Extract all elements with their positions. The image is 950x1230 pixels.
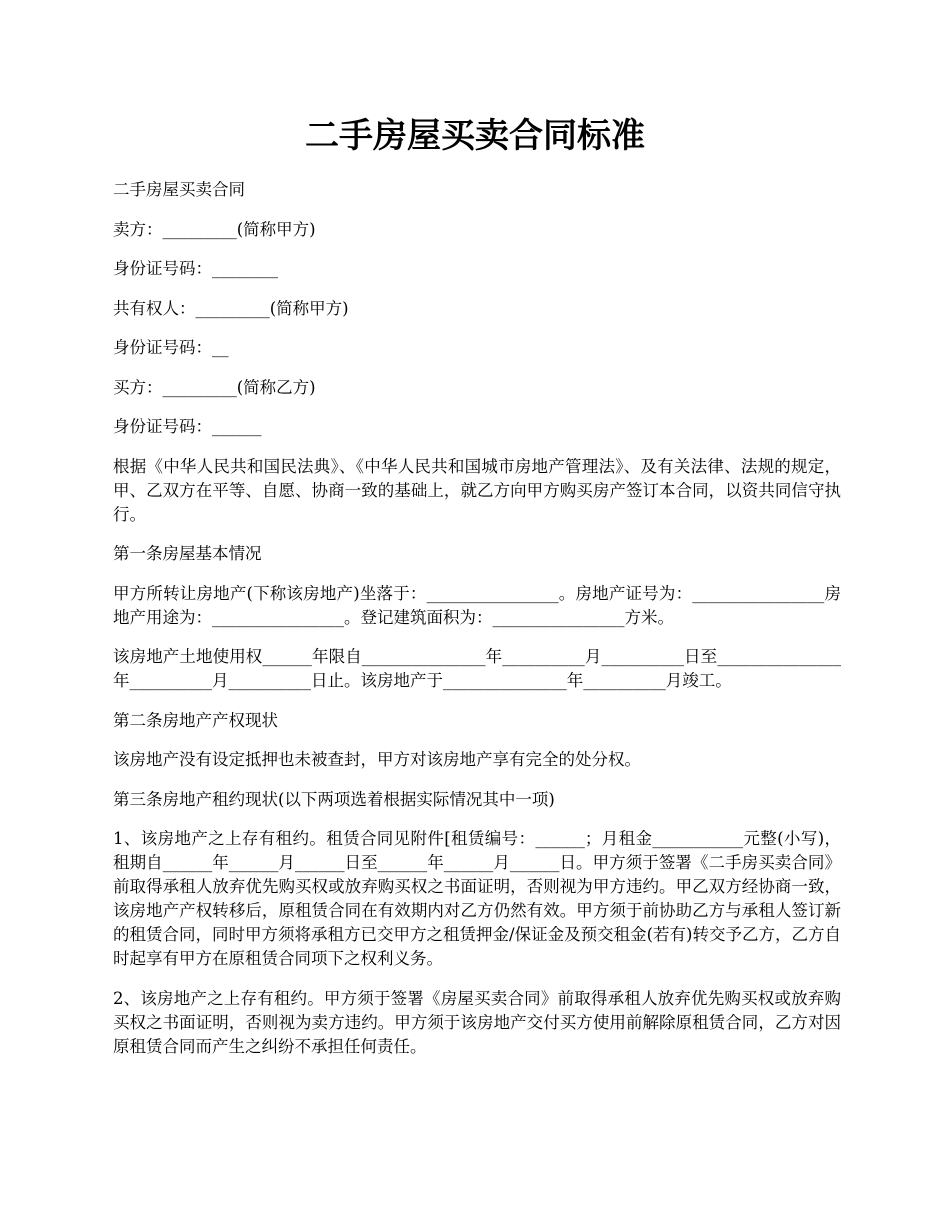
document-body [113,178,841,1074]
buyer-line: 买方：_________(简称乙方) [113,377,316,397]
article-1-land-use-paragraph: 该房地产土地使用权______年限自_______________年__________月__________日至_______________年__________月__________日止。该房地产于_______________年__________月竣工。 [113,647,841,690]
article-3-option-2-paragraph: 2、该房地产之上存有租约。甲方须于签署《房屋买卖合同》前取得承租人放弃优先购买权或放弃购买权之书面证明，否则视为卖方违约。甲方须于该房地产交付买方使用前解除原租赁合同，乙方对因原租赁合同而产生之纠纷不承担任何责任。 [113,988,841,1056]
article-1-location-paragraph: 甲方所转让房地产(下称该房地产)坐落于：________________。房地产证号为：________________房地产用途为：________________。登记建筑面积为：________________方米。 [113,583,841,627]
article-2-paragraph: 该房地产没有设定抵押也未被查封，甲方对该房地产享有完全的处分权。 [113,750,641,769]
article-1-heading: 第一条房屋基本情况 [113,544,262,563]
article-2-heading: 第二条房地产产权现状 [113,710,278,730]
buyer-id-line: 身份证号码：______ [113,417,262,436]
seller-line: 卖方：_________(简称甲方) [113,219,316,239]
document-title: 二手房屋买卖合同标准 [305,116,645,156]
preamble-paragraph: 根据《中华人民共和国民法典》、《中华人民共和国城市房地产管理法》、及有关法律、法规的规定，甲、乙双方在平等、自愿、协商一致的基础上，就乙方向甲方购买房产签订本合同，以资共同信守执行。 [113,456,841,524]
article-3-option-1-paragraph: 1、该房地产之上存有租约。租赁合同见附件[租赁编号：______；月租金___________元整(小写)，租期自______年______月______日至______年______月______日。甲方须于签署《二手房买卖合同》前取得承租人放弃优先购买权或放弃购买权之书面证明，否则视为甲方违约。甲乙双方经协商一致，该房地产产权转移后，原租赁合同在有效期内对乙方仍然有效。甲方须于前协助乙方与承租人签订新的租赁合同，同时甲方须将承租方已交甲方之租赁押金/保证金及预交租金(若有)转交予乙方，乙方自时起享有甲方在原租赁合同项下之权利义务。 [113,829,841,968]
seller-id-line: 身份证号码：________ [113,259,278,278]
co-owner-line: 共有权人：_________(简称甲方) [113,298,349,318]
contract-heading: 二手房屋买卖合同 [113,180,245,199]
article-3-heading: 第三条房地产租约现状(以下两项选着根据实际情况其中一项) [113,789,555,809]
co-owner-id-line: 身份证号码：__ [113,338,229,357]
